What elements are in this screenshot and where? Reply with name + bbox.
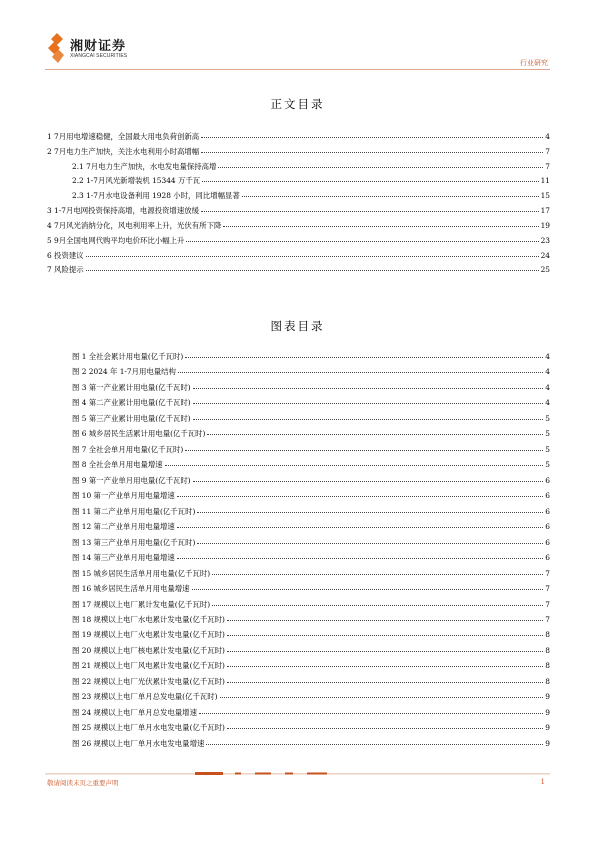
dot-leader bbox=[218, 167, 543, 168]
toc-entry-page: 7 bbox=[545, 146, 550, 156]
figure-entry-text: 图 13 第三产业单月用电量(亿千瓦时) bbox=[72, 537, 196, 547]
figure-entry-text: 图 1 全社会累计用电量(亿千瓦时) bbox=[72, 352, 184, 361]
figure-entry-text: 图 8 全社会单月用电量增速 bbox=[72, 460, 163, 470]
dot-leader bbox=[193, 388, 544, 389]
toc-entry-text: 2.2 1-7月风光新增装机 15344 万千瓦 bbox=[72, 176, 201, 186]
figure-entry-text: 图 19 规模以上电厂火电累计发电量(亿千瓦时) bbox=[72, 630, 225, 640]
figure-entry-page: 5 bbox=[545, 460, 550, 470]
figure-list bbox=[47, 353, 550, 755]
dot-leader bbox=[227, 620, 543, 621]
figure-entry-page: 6 bbox=[545, 475, 550, 485]
figure-entry-page: 9 bbox=[545, 738, 550, 748]
dot-leader bbox=[192, 589, 544, 590]
figure-entry[interactable] bbox=[47, 446, 550, 461]
dot-leader bbox=[177, 558, 544, 559]
figure-entry[interactable] bbox=[47, 647, 550, 662]
figure-entry-page: 9 bbox=[545, 707, 550, 717]
figure-entry-page: 8 bbox=[545, 645, 550, 655]
figure-entry-text: 图 22 规模以上电厂光伏累计发电量(亿千瓦时) bbox=[72, 676, 225, 686]
dot-leader bbox=[185, 450, 543, 451]
figure-entry-text: 图 10 第一产业单月用电量增速 bbox=[72, 491, 175, 501]
figure-entry[interactable] bbox=[47, 724, 550, 739]
figure-entry-page: 7 bbox=[545, 568, 550, 578]
figure-entry-page: 6 bbox=[545, 537, 550, 547]
table-of-contents bbox=[47, 133, 550, 281]
figure-entry-page: 4 bbox=[545, 382, 550, 392]
dot-leader bbox=[86, 256, 539, 257]
toc-entry-page: 11 bbox=[540, 176, 550, 186]
figure-entry[interactable] bbox=[47, 539, 550, 554]
toc-entry-text: 3 1-7月电网投资保持高增，电源投资增速放缓 bbox=[47, 206, 199, 216]
figure-entry-page: 4 bbox=[545, 398, 550, 408]
figure-entry-page: 4 bbox=[545, 367, 550, 377]
dot-leader bbox=[220, 697, 544, 698]
figure-entry-text: 图 15 城乡居民生活单月用电量(亿千瓦时) bbox=[72, 568, 211, 578]
figure-entry[interactable] bbox=[47, 384, 550, 399]
xiangcai-logo-icon bbox=[44, 32, 70, 64]
figure-entry-page: 6 bbox=[545, 491, 550, 501]
toc-entry[interactable] bbox=[47, 133, 550, 148]
dot-leader bbox=[212, 605, 543, 606]
dot-leader bbox=[201, 152, 543, 153]
toc-entry-text: 2 7月电力生产加快，关注水电利用小时高增幅 bbox=[47, 146, 200, 156]
dot-leader bbox=[201, 137, 543, 138]
dot-leader bbox=[227, 666, 543, 667]
figure-entry[interactable] bbox=[47, 415, 550, 430]
figure-entry-page: 8 bbox=[545, 630, 550, 640]
figure-entry-text: 图 9 第一产业单月用电量(亿千瓦时) bbox=[72, 475, 191, 485]
toc-entry-page: 25 bbox=[540, 265, 550, 275]
toc-entry-page: 15 bbox=[540, 191, 550, 201]
toc-entry-page: 19 bbox=[540, 220, 550, 230]
toc-entry[interactable] bbox=[47, 252, 550, 267]
toc-entry-text: 2.3 1-7月水电设备利用 1928 小时，同比增幅显著 bbox=[72, 191, 240, 201]
figure-entry-text: 图 18 规模以上电厂水电累计发电量(亿千瓦时) bbox=[72, 614, 225, 624]
figure-entry[interactable] bbox=[47, 554, 550, 569]
dot-leader bbox=[86, 270, 539, 271]
dot-leader bbox=[193, 419, 544, 420]
figure-entry-text: 图 26 规模以上电厂单月水电发电量增速 bbox=[72, 738, 205, 748]
figure-entry-text: 图 14 第三产业单月用电量增速 bbox=[72, 553, 175, 563]
figure-entry-text: 图 7 全社会单月用电量(亿千瓦时) bbox=[72, 444, 184, 454]
figure-entry[interactable] bbox=[47, 662, 550, 677]
figure-entry[interactable] bbox=[47, 693, 550, 708]
figure-entry-page: 9 bbox=[545, 723, 550, 733]
header-divider bbox=[45, 69, 550, 70]
figure-entry-text: 图 17 规模以上电厂累计发电量(亿千瓦时) bbox=[72, 599, 211, 609]
dot-leader bbox=[193, 403, 544, 404]
toc-entry[interactable] bbox=[47, 207, 550, 222]
dot-leader bbox=[193, 481, 544, 482]
toc-title: 正文目录 bbox=[270, 97, 325, 111]
footer-divider bbox=[45, 772, 550, 776]
toc-entry[interactable] bbox=[47, 266, 550, 281]
brand-name-cn: 湘财证券 bbox=[70, 39, 127, 54]
figure-entry-page: 7 bbox=[545, 614, 550, 624]
toc-entry-text: 4 7月风光消纳分化，风电利用率上升，光伏有所下降 bbox=[47, 220, 222, 230]
figure-entry[interactable] bbox=[47, 353, 550, 368]
figure-entry[interactable] bbox=[47, 523, 550, 538]
dot-leader bbox=[202, 181, 538, 182]
figure-entry-page: 7 bbox=[545, 599, 550, 609]
figure-entry-page: 5 bbox=[545, 429, 550, 439]
toc-entry[interactable] bbox=[47, 148, 550, 163]
dot-leader bbox=[242, 196, 539, 197]
toc-entry-text: 6 投资建议 bbox=[47, 250, 84, 260]
figure-entry[interactable] bbox=[47, 368, 550, 383]
dot-leader bbox=[199, 713, 543, 714]
figure-entry[interactable] bbox=[47, 477, 550, 492]
dot-leader bbox=[197, 512, 543, 513]
figure-entry[interactable] bbox=[47, 585, 550, 600]
dot-leader bbox=[227, 651, 543, 652]
figure-entry-text: 图 2 2024 年 1-7月用电量结构 bbox=[72, 367, 176, 377]
figure-entry-text: 图 21 规模以上电厂风电累计发电量(亿千瓦时) bbox=[72, 661, 225, 671]
figure-entry[interactable] bbox=[47, 709, 550, 724]
figure-entry-page: 5 bbox=[545, 444, 550, 454]
toc-entry[interactable] bbox=[47, 237, 550, 252]
figure-entry-page: 9 bbox=[545, 692, 550, 702]
toc-entry-text: 5 9月全国电网代购平均电价环比小幅上升 bbox=[47, 235, 185, 245]
toc-entry-page: 7 bbox=[545, 161, 550, 171]
dot-leader bbox=[207, 434, 543, 435]
page-header bbox=[0, 0, 595, 70]
figure-entry-page: 7 bbox=[545, 584, 550, 594]
figure-entry[interactable] bbox=[47, 461, 550, 476]
dot-leader bbox=[227, 728, 543, 729]
figure-entry-page: 8 bbox=[545, 661, 550, 671]
figure-entry-page: 6 bbox=[545, 553, 550, 563]
figure-entry-text: 图 3 第一产业累计用电量(亿千瓦时) bbox=[72, 382, 191, 392]
dot-leader bbox=[177, 527, 544, 528]
dot-leader bbox=[185, 357, 543, 358]
figure-entry-text: 图 4 第二产业累计用电量(亿千瓦时) bbox=[72, 398, 191, 408]
figure-entry[interactable] bbox=[47, 631, 550, 646]
figure-entry[interactable] bbox=[47, 740, 550, 755]
figure-entry[interactable] bbox=[47, 570, 550, 585]
dot-leader bbox=[201, 211, 539, 212]
figure-entry-page: 8 bbox=[545, 676, 550, 686]
figure-entry[interactable] bbox=[47, 616, 550, 631]
figure-entry-text: 图 12 第二产业单月用电量增速 bbox=[72, 522, 175, 532]
figure-entry-text: 图 24 规模以上电厂单月总发电量增速 bbox=[72, 707, 197, 717]
figure-entry[interactable] bbox=[47, 678, 550, 693]
figure-entry[interactable] bbox=[47, 601, 550, 616]
toc-entry-text: 2.1 7月电力生产加快，水电发电量保持高增 bbox=[72, 161, 217, 171]
figure-list-title: 图表目录 bbox=[270, 319, 325, 333]
dot-leader bbox=[165, 465, 544, 466]
dot-leader bbox=[178, 372, 543, 373]
dot-leader bbox=[227, 682, 543, 683]
toc-entry[interactable] bbox=[47, 222, 550, 237]
dot-leader bbox=[177, 496, 544, 497]
dot-leader bbox=[197, 543, 543, 544]
figure-entry-text: 图 16 城乡居民生活单月用电量增速 bbox=[72, 584, 190, 594]
figure-entry-text: 图 25 规模以上电厂单月水电发电量(亿千瓦时) bbox=[72, 723, 225, 733]
figure-entry-page: 5 bbox=[545, 413, 550, 423]
dot-leader bbox=[227, 635, 543, 636]
figure-entry-page: 6 bbox=[545, 506, 550, 516]
figure-entry-text: 图 5 第三产业累计用电量(亿千瓦时) bbox=[72, 413, 191, 423]
figure-entry-text: 图 6 城乡居民生活累计用电量(亿千瓦时) bbox=[72, 429, 206, 439]
figure-entry[interactable] bbox=[47, 492, 550, 507]
figure-entry[interactable] bbox=[47, 399, 550, 414]
dot-leader bbox=[206, 744, 543, 745]
toc-entry-page: 23 bbox=[540, 235, 550, 245]
report-type-label: 行业研究 bbox=[520, 59, 548, 67]
toc-entry-page: 17 bbox=[540, 206, 550, 216]
dot-leader bbox=[186, 241, 538, 242]
figure-entry[interactable] bbox=[47, 430, 550, 445]
toc-entry-page: 24 bbox=[540, 250, 550, 260]
page-number: 1 bbox=[540, 778, 545, 786]
dot-leader bbox=[223, 226, 538, 227]
toc-entry-text: 7 风险提示 bbox=[47, 265, 84, 275]
figure-entry-text: 图 23 规模以上电厂单月总发电量(亿千瓦时) bbox=[72, 692, 218, 702]
toc-entry[interactable] bbox=[47, 192, 550, 207]
figure-entry-page: 4 bbox=[545, 352, 550, 361]
figure-entry[interactable] bbox=[47, 508, 550, 523]
toc-entry-text: 1 7月用电增速稳健，全国最大用电负荷创新高 bbox=[47, 132, 200, 141]
footer-disclaimer: 敬请阅读末页之重要声明 bbox=[47, 779, 119, 787]
toc-entry[interactable] bbox=[47, 163, 550, 178]
toc-entry-page: 4 bbox=[545, 132, 550, 141]
figure-entry-text: 图 20 规模以上电厂核电累计发电量(亿千瓦时) bbox=[72, 645, 225, 655]
brand-name-en: XIANGCAI SECURITIES bbox=[70, 53, 128, 59]
figure-entry-page: 6 bbox=[545, 522, 550, 532]
dot-leader bbox=[212, 574, 543, 575]
toc-entry[interactable] bbox=[47, 177, 550, 192]
figure-entry-text: 图 11 第二产业单月用电量(亿千瓦时) bbox=[72, 506, 196, 516]
